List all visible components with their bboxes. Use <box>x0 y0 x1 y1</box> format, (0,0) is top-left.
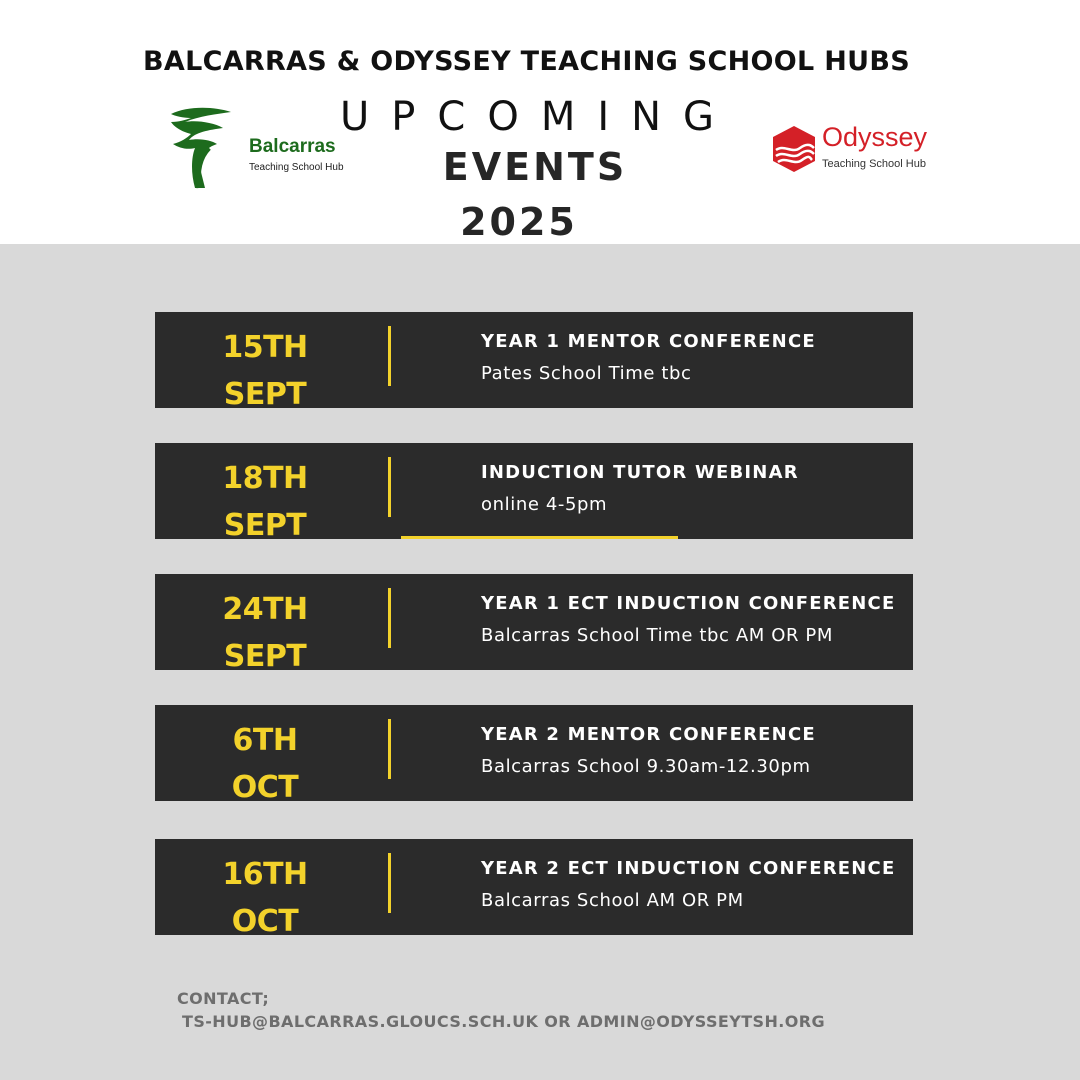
red-hexagon-wave-icon <box>770 124 818 174</box>
event-date <box>195 851 335 945</box>
event-detail: online 4-5pm <box>481 494 608 515</box>
event-date <box>195 455 335 549</box>
contact-info <box>177 987 825 1033</box>
event-month: SEPT <box>223 639 307 674</box>
event-detail: Balcarras School AM OR PM <box>481 890 744 911</box>
event-day: 15TH <box>222 330 308 365</box>
event-underline <box>401 536 678 539</box>
event-title: INDUCTION TUTOR WEBINAR <box>481 462 799 483</box>
balcarras-logo-name: Balcarras <box>249 136 336 157</box>
event-card <box>155 705 913 805</box>
heading-year: 2025 <box>460 200 578 244</box>
event-divider <box>388 853 391 913</box>
event-detail: Pates School Time tbc <box>481 363 692 384</box>
event-divider <box>388 719 391 779</box>
heading-upcoming: UPCOMING <box>340 94 737 140</box>
event-month: SEPT <box>223 377 307 412</box>
contact-label: CONTACT; <box>177 989 270 1008</box>
event-month: OCT <box>231 770 299 805</box>
event-title: YEAR 2 ECT INDUCTION CONFERENCE <box>481 858 896 879</box>
event-day: 18TH <box>222 461 308 496</box>
event-divider <box>388 326 391 386</box>
event-detail: Balcarras School Time tbc AM OR PM <box>481 625 834 646</box>
odyssey-logo-subtitle: Teaching School Hub <box>822 158 926 170</box>
event-day: 6TH <box>232 723 298 758</box>
event-divider <box>388 457 391 517</box>
event-detail: Balcarras School 9.30am-12.30pm <box>481 756 811 777</box>
event-month: OCT <box>231 904 299 939</box>
hub-title: BALCARRAS & ODYSSEY TEACHING SCHOOL HUBS <box>143 46 910 77</box>
event-month: SEPT <box>223 508 307 543</box>
header-panel <box>0 0 1080 244</box>
balcarras-logo <box>165 100 355 192</box>
odyssey-logo <box>770 120 940 180</box>
event-card <box>155 574 913 674</box>
odyssey-logo-name: Odyssey <box>822 122 928 152</box>
event-date <box>195 717 335 811</box>
event-card <box>155 312 913 412</box>
event-date <box>195 324 335 418</box>
event-divider <box>388 588 391 648</box>
event-title: YEAR 1 MENTOR CONFERENCE <box>481 331 816 352</box>
event-title: YEAR 2 MENTOR CONFERENCE <box>481 724 816 745</box>
event-card <box>155 839 913 939</box>
event-date <box>195 586 335 680</box>
event-day: 16TH <box>222 857 308 892</box>
balcarras-logo-subtitle: Teaching School Hub <box>249 162 344 173</box>
green-tree-icon <box>165 100 245 192</box>
heading-events: EVENTS <box>442 145 628 189</box>
event-day: 24TH <box>222 592 308 627</box>
contact-details[interactable]: TS-HUB@BALCARRAS.GLOUCS.SCH.UK OR ADMIN@ODYSSEYTSH.ORG <box>182 1012 825 1031</box>
event-title: YEAR 1 ECT INDUCTION CONFERENCE <box>481 593 896 614</box>
event-card <box>155 443 913 543</box>
